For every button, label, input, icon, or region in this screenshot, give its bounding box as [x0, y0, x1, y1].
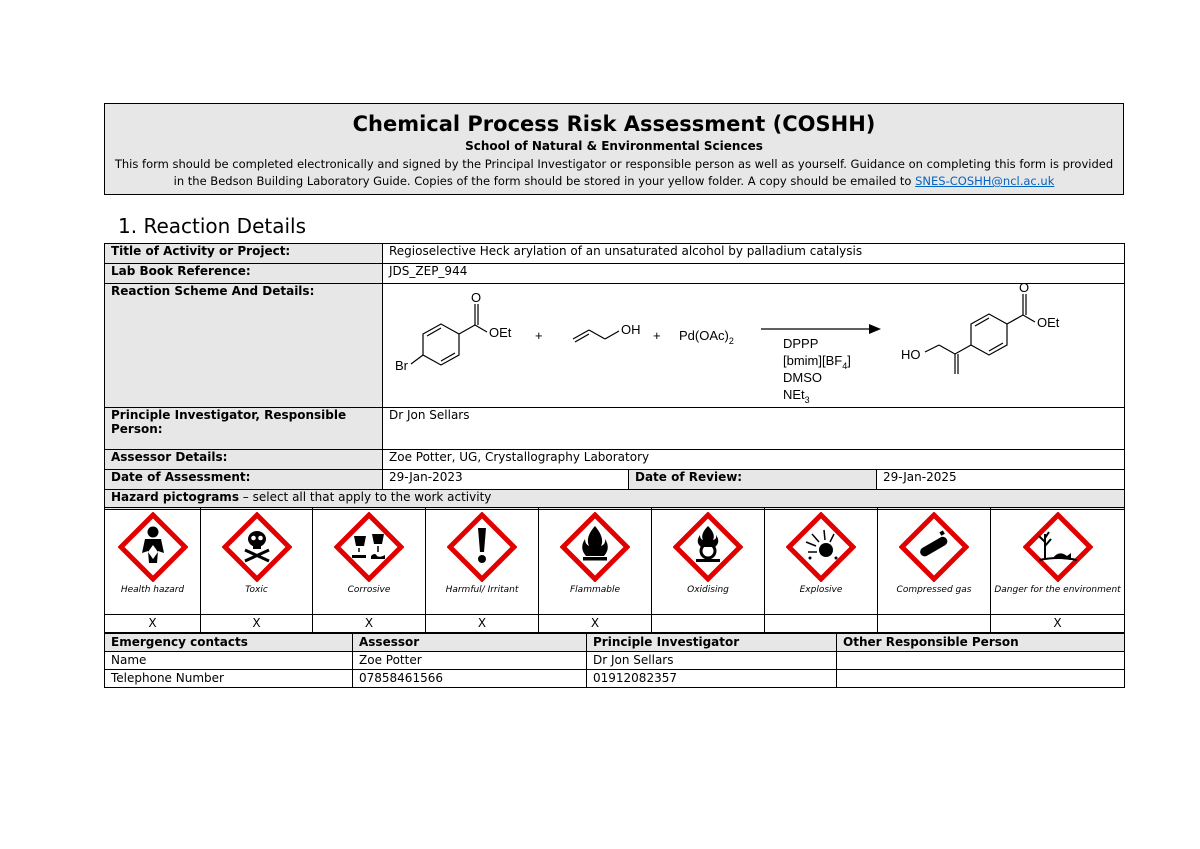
form-header — [104, 103, 1124, 195]
pictogram-checkbox[interactable]: X — [426, 615, 539, 633]
scheme-condition-3: DMSO — [783, 370, 822, 385]
hazard-pictogram-table — [104, 507, 1125, 633]
pictogram-checkbox[interactable]: X — [201, 615, 313, 633]
contacts-pi-phone[interactable]: 01912082357 — [587, 670, 837, 688]
instructions-line-2-text: in the Bedson Building Laboratory Guide. Copies of the form should be stored in your yellow folder. A copy should be emailed to — [173, 174, 916, 188]
pictogram-label: Health hazard — [120, 585, 185, 595]
contacts-pi-name[interactable]: Dr Jon Sellars — [587, 652, 837, 670]
contacts-phone-label: Telephone Number — [105, 670, 353, 688]
assessor-value[interactable]: Zoe Potter, UG, Crystallography Laboratory — [383, 450, 1125, 470]
pictogram-cell[interactable] — [652, 508, 765, 615]
scheme-oh: OH — [621, 322, 641, 337]
contacts-header-other: Other Responsible Person — [837, 634, 1125, 652]
pictogram-label: Danger for the environment — [994, 585, 1121, 595]
pictogram-checkbox[interactable]: X — [105, 615, 201, 633]
pictogram-checkbox[interactable]: X — [991, 615, 1125, 633]
pictogram-checkbox[interactable] — [652, 615, 765, 633]
labbook-label: Lab Book Reference: — [105, 264, 383, 284]
pictogram-label: Explosive — [799, 585, 843, 595]
pictogram-cell[interactable] — [539, 508, 652, 615]
pictogram-checkbox[interactable]: X — [539, 615, 652, 633]
pi-value[interactable]: Dr Jon Sellars — [383, 408, 1125, 450]
pictogram-cell[interactable] — [426, 508, 539, 615]
contacts-header-emergency: Emergency contacts — [105, 634, 353, 652]
scheme-condition-4: NEt$_3$ — [783, 387, 810, 405]
assessor-label: Assessor Details: — [105, 450, 383, 470]
scheme-label: Reaction Scheme And Details: — [105, 284, 383, 408]
reaction-scheme — [383, 284, 1123, 406]
pictogram-checkbox[interactable]: X — [313, 615, 426, 633]
contacts-other-phone[interactable] — [837, 670, 1125, 688]
date-review-label: Date of Review: — [629, 470, 877, 490]
instructions-line-2 — [105, 173, 1123, 190]
labbook-value[interactable]: JDS_ZEP_944 — [383, 264, 1125, 284]
pictogram-label: Flammable — [570, 585, 620, 595]
scheme-plus-1: + — [535, 328, 543, 343]
scheme-o-1: O — [471, 290, 482, 305]
scheme-oet-2: OEt — [1037, 315, 1060, 330]
pictogram-checkbox[interactable] — [765, 615, 878, 633]
form-title: Chemical Process Risk Assessment (COSHH) — [352, 112, 876, 136]
flame-icon — [560, 512, 630, 582]
email-link[interactable]: SNES-COSHH@ncl.ac.uk — [915, 174, 1055, 188]
instructions-line-1: This form should be completed electronically and signed by the Principal Investigator or responsible person as well as yourself. Guidance on completing this form is provided — [114, 157, 1114, 171]
scheme-o-2: O — [1019, 284, 1030, 295]
pi-label: Principle Investigator, Responsible Person: — [105, 408, 383, 450]
title-label: Title of Activity or Project: — [105, 244, 383, 264]
contacts-other-name[interactable] — [837, 652, 1125, 670]
pictogram-cell[interactable] — [201, 508, 313, 615]
pictogram-checkbox[interactable] — [878, 615, 991, 633]
contacts-name-label: Name — [105, 652, 353, 670]
pictogram-cell[interactable] — [765, 508, 878, 615]
pictogram-cell[interactable] — [878, 508, 991, 615]
scheme-oet-1: OEt — [489, 325, 512, 340]
contacts-assessor-phone[interactable]: 07858461566 — [353, 670, 587, 688]
scheme-br: Br — [395, 358, 408, 373]
skull-crossbones-icon — [222, 512, 292, 582]
scheme-catalyst: $Pd(OAc)_2$ — [679, 328, 734, 346]
contacts-assessor-name[interactable]: Zoe Potter — [353, 652, 587, 670]
section-heading — [118, 214, 306, 238]
reaction-details-table — [104, 243, 1125, 510]
date-assessment-label: Date of Assessment: — [105, 470, 383, 490]
pictogram-cell[interactable] — [105, 508, 201, 615]
pictogram-label: Harmful/ Irritant — [445, 585, 519, 595]
title-value[interactable]: Regioselective Heck arylation of an unsaturated alcohol by palladium catalysis — [383, 244, 1125, 264]
flame-over-circle-icon — [673, 512, 743, 582]
health-hazard-icon — [118, 512, 188, 582]
pictogram-cell[interactable] — [991, 508, 1125, 615]
contacts-header-pi: Principle Investigator — [587, 634, 837, 652]
section-number: 1. — [118, 214, 138, 238]
date-review-value[interactable]: 29-Jan-2025 — [877, 470, 1125, 490]
scheme-ho: HO — [901, 347, 921, 362]
gas-cylinder-icon — [899, 512, 969, 582]
pictogram-cell[interactable] — [313, 508, 426, 615]
contacts-header-assessor: Assessor — [353, 634, 587, 652]
hazard-note: – select all that apply to the work activity — [238, 490, 492, 504]
scheme-condition-2: $[bmim][BF_4]$ — [783, 353, 851, 371]
emergency-contacts-table — [104, 633, 1125, 688]
pictogram-label: Corrosive — [347, 585, 391, 595]
section-title: Reaction Details — [143, 214, 307, 238]
pictogram-label: Toxic — [245, 585, 268, 595]
exploding-bomb-icon — [786, 512, 856, 582]
corrosion-icon — [334, 512, 404, 582]
date-assessment-value[interactable]: 29-Jan-2023 — [383, 470, 629, 490]
exclamation-mark-icon — [447, 512, 517, 582]
hazard-label: Hazard pictograms — [111, 490, 239, 504]
environment-icon — [1023, 512, 1093, 582]
scheme-condition-1: DPPP — [783, 336, 819, 351]
scheme-plus-2: + — [653, 328, 661, 343]
pictogram-label: Oxidising — [687, 585, 729, 595]
form-subtitle: School of Natural & Environmental Sciences — [465, 139, 763, 153]
pictogram-label: Compressed gas — [896, 585, 972, 595]
scheme-cell — [383, 284, 1125, 408]
